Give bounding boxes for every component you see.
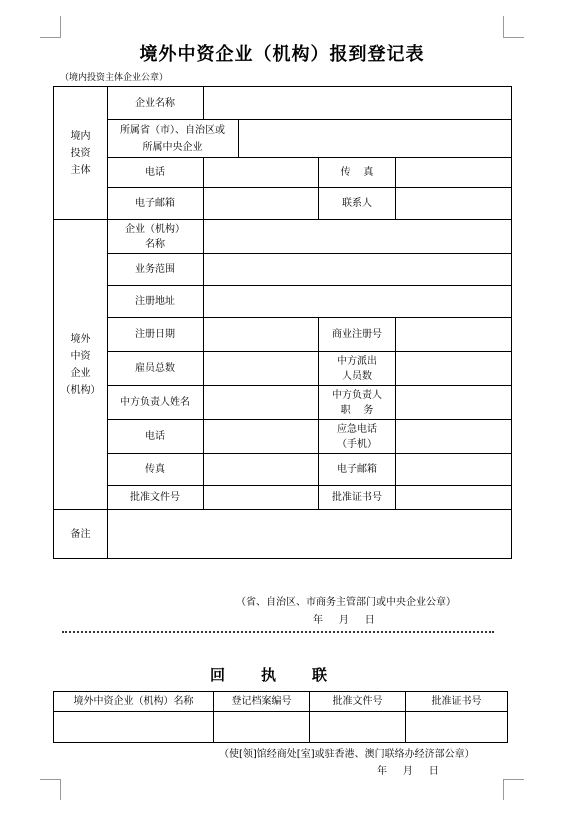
embassy-stamp-note: （使[领]馆经商处[室]或驻香港、澳门联络办经济部公章） [219, 749, 475, 760]
overseas-email-field[interactable] [396, 454, 512, 485]
receipt-header-approval-cert-no: 批准证书号 [431, 696, 482, 707]
receipt-header-approval-doc-no: 批准文件号 [332, 696, 383, 707]
domestic-contact-label: 联系人 [342, 198, 372, 209]
overseas-fax-label: 传真 [145, 464, 165, 475]
registered-address-field[interactable] [204, 286, 512, 317]
receipt-approval-cert-no-field[interactable] [406, 712, 507, 742]
domestic-province-label: 所属省（市）、自治区或 所属中央企业 [120, 124, 225, 153]
dispatched-staff-label: 中方派出 人员数 [337, 355, 377, 382]
domestic-fax-field[interactable] [396, 158, 512, 187]
manager-name-field[interactable] [204, 386, 318, 419]
total-employees-label: 雇员总数 [135, 363, 175, 374]
overseas-phone-label: 电话 [145, 431, 165, 442]
overseas-name-label: 企业（机构） 名称 [125, 223, 185, 250]
registration-date-field[interactable] [204, 318, 318, 351]
crop-mark-top-left-h [40, 37, 61, 38]
domestic-fax-label: 传 真 [340, 167, 374, 178]
domestic-phone-label: 电话 [145, 167, 165, 178]
overseas-phone-field[interactable] [204, 420, 318, 453]
remarks-label: 备注 [70, 529, 91, 540]
overseas-section-label: 境外 中资 企业 （机构） [60, 333, 101, 396]
total-employees-field[interactable] [204, 352, 318, 385]
receipt-header-enterprise-name: 境外中资企业（机构）名称 [73, 696, 194, 707]
page-title: 境外中资企业（机构）报到登记表 [139, 44, 425, 65]
crop-mark-top-right-v [503, 16, 504, 37]
authority-date-line: 年 月 日 [313, 615, 375, 626]
business-scope-label: 业务范围 [135, 264, 175, 275]
approval-doc-no-label: 批准文件号 [130, 492, 180, 503]
registration-table [53, 86, 512, 559]
dispatched-staff-field[interactable] [396, 352, 512, 385]
domestic-email-field[interactable] [204, 188, 318, 219]
crop-mark-bottom-left-v [60, 779, 61, 800]
approval-cert-no-label: 批准证书号 [332, 492, 382, 503]
crop-mark-bottom-left-h [40, 779, 61, 780]
remarks-field[interactable] [108, 510, 512, 559]
manager-name-label: 中方负责人姓名 [120, 397, 190, 408]
crop-mark-top-left-v [60, 16, 61, 37]
domestic-company-name-label: 企业名称 [135, 97, 175, 109]
overseas-name-field[interactable] [204, 220, 512, 253]
crop-mark-top-right-h [503, 37, 524, 38]
domestic-province-field[interactable] [239, 120, 512, 157]
crop-mark-bottom-right-h [503, 779, 524, 780]
registered-address-label: 注册地址 [135, 296, 175, 307]
commercial-reg-no-label: 商业注册号 [332, 329, 382, 340]
domestic-stamp-note: （境内投资主体企业公章） [60, 73, 169, 83]
registration-date-label: 注册日期 [135, 329, 175, 340]
business-scope-field[interactable] [204, 254, 512, 285]
emergency-phone-field[interactable] [396, 420, 512, 453]
authority-stamp-note: （省、自治区、市商务主管部门或中央企业公章） [236, 597, 456, 608]
overseas-fax-field[interactable] [204, 454, 318, 485]
receipt-approval-doc-no-field[interactable] [310, 712, 405, 742]
domestic-contact-field[interactable] [396, 188, 512, 219]
domestic-email-label: 电子邮箱 [135, 198, 175, 209]
domestic-phone-field[interactable] [204, 158, 318, 187]
tear-line [62, 631, 494, 633]
manager-title-label: 中方负责人 职 务 [332, 389, 382, 416]
manager-title-field[interactable] [396, 386, 512, 419]
receipt-table [53, 691, 508, 743]
approval-doc-no-field[interactable] [204, 486, 318, 509]
receipt-header-file-no: 登记档案编号 [231, 696, 292, 707]
domestic-company-name-field[interactable] [204, 87, 512, 119]
crop-mark-bottom-right-v [503, 779, 504, 800]
receipt-date-line: 年 月 日 [377, 766, 439, 777]
receipt-enterprise-name-field[interactable] [54, 712, 213, 742]
emergency-phone-label: 应急电话 （手机） [337, 423, 377, 450]
receipt-file-no-field[interactable] [214, 712, 309, 742]
receipt-title: 回 执 联 [210, 666, 328, 684]
domestic-section-label: 境内 投资 主体 [70, 130, 91, 176]
approval-cert-no-field[interactable] [396, 486, 512, 509]
overseas-email-label: 电子邮箱 [337, 464, 377, 475]
commercial-reg-no-field[interactable] [396, 318, 512, 351]
